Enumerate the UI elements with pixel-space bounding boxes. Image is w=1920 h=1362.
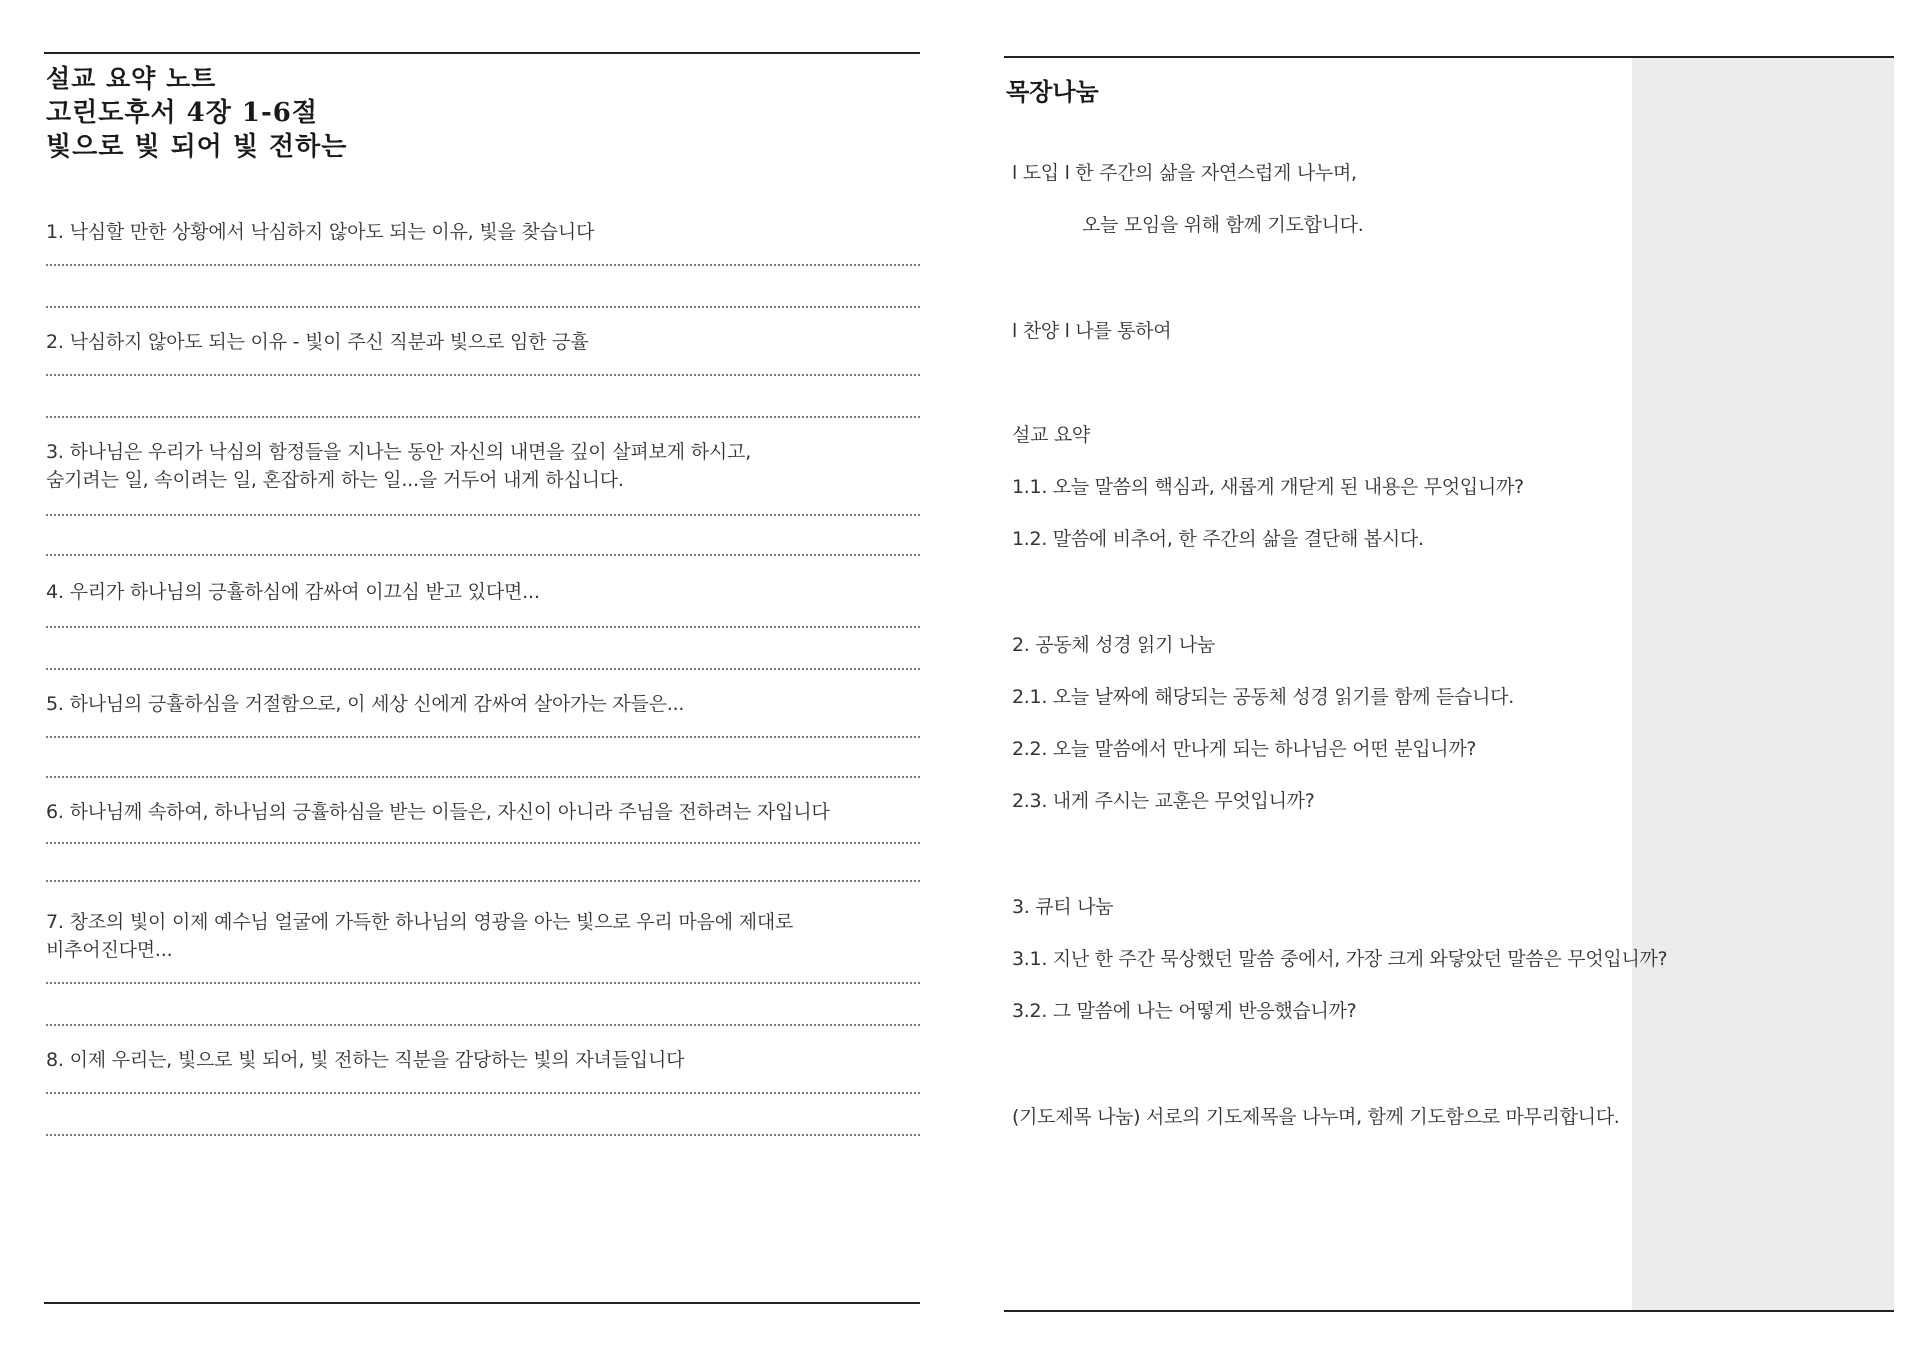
writing-line[interactable] <box>46 842 920 844</box>
intro-line: l 도입 l 한 주간의 삶을 자연스럽게 나누며, <box>1012 162 1357 184</box>
sermon-point-text: 7. 창조의 빛이 이제 예수님 얼굴에 가득한 하나님의 영광을 아는 빛으로 우리 마음에 제대로 비추어진다면... <box>46 911 794 961</box>
closing-prayer-line: (기도제목 나눔) 서로의 기도제목을 나누며, 함께 기도함으로 마무리합니다. <box>1012 1106 1620 1128</box>
writing-line[interactable] <box>46 554 920 556</box>
sermon-point-text: 8. 이제 우리는, 빛으로 빛 되어, 빛 전하는 직분을 감당하는 빛의 자녀들입니다 <box>46 1049 685 1071</box>
bottom-rule <box>1004 1310 1894 1312</box>
writing-line[interactable] <box>46 776 920 778</box>
sermon-point <box>46 432 920 572</box>
writing-line[interactable] <box>46 514 920 516</box>
note-title: 설교 요약 노트 <box>46 64 217 93</box>
writing-line[interactable] <box>46 1024 920 1026</box>
sermon-point-text: 1. 낙심할 만한 상황에서 낙심하지 않아도 되는 이유, 빛을 찾습니다 <box>46 221 595 243</box>
section-heading: 2. 공동체 성경 읽기 나눔 <box>1012 634 1215 656</box>
sermon-header <box>46 62 347 164</box>
small-group-sharing-page <box>1004 56 1894 1312</box>
writing-line[interactable] <box>46 1092 920 1094</box>
sermon-point-text: 3. 하나님은 우리가 낙심의 함정들을 지나는 동안 자신의 내면을 깊이 살펴보게 하시고, 숨기려는 일, 속이려는 일, 혼잡하게 하는 일...을 거두어 내게 하십니다. <box>46 441 752 491</box>
writing-line[interactable] <box>46 736 920 738</box>
writing-line[interactable] <box>46 306 920 308</box>
sermon-point-text: 2. 낙심하지 않아도 되는 이유 - 빛이 주신 직분과 빛으로 임한 긍휼 <box>46 331 589 353</box>
bottom-rule <box>44 1302 920 1304</box>
sermon-point <box>46 792 920 902</box>
sharing-title: 목장나눔 <box>1006 78 1099 106</box>
question-item: 2.2. 오늘 말씀에서 만나게 되는 하나님은 어떤 분입니까? <box>1012 738 1477 760</box>
sermon-point <box>46 1040 920 1150</box>
section-heading: 3. 큐티 나눔 <box>1012 896 1114 918</box>
writing-line[interactable] <box>46 416 920 418</box>
question-item: 2.1. 오늘 날짜에 해당되는 공동체 성경 읽기를 함께 듣습니다. <box>1012 686 1514 708</box>
sermon-point <box>46 572 920 684</box>
question-item: 1.1. 오늘 말씀의 핵심과, 새롭게 개닫게 된 내용은 무엇입니까? <box>1012 476 1524 498</box>
writing-line[interactable] <box>46 1134 920 1136</box>
sermon-point <box>46 322 920 432</box>
side-panel <box>1632 58 1894 1310</box>
question-item: 3.1. 지난 한 주간 묵상했던 말씀 중에서, 가장 크게 와닿았던 말씀은 무엇입니까? <box>1012 948 1668 970</box>
writing-line[interactable] <box>46 668 920 670</box>
top-rule <box>44 52 920 54</box>
question-item: 1.2. 말씀에 비추어, 한 주간의 삶을 결단해 봅시다. <box>1012 528 1424 550</box>
scripture-reference: 고린도후서 4장 1-6절 <box>46 98 318 128</box>
sermon-points <box>46 212 920 1150</box>
question-item: 3.2. 그 말씀에 나는 어떻게 반응했습니까? <box>1012 1000 1357 1022</box>
writing-line[interactable] <box>46 374 920 376</box>
sermon-point-text: 6. 하나님께 속하여, 하나님의 긍휼하심을 받는 이들은, 자신이 아니라 주님을 전하려는 자입니다 <box>46 801 830 823</box>
writing-line[interactable] <box>46 982 920 984</box>
section-heading: 설교 요약 <box>1012 424 1090 446</box>
sermon-point <box>46 212 920 322</box>
praise-line: l 찬양 l 나를 통하여 <box>1012 320 1172 342</box>
writing-line[interactable] <box>46 264 920 266</box>
sermon-point <box>46 902 920 1040</box>
sermon-title: 빛으로 빛 되어 빛 전하는 <box>46 132 348 162</box>
writing-line[interactable] <box>46 626 920 628</box>
intro-line-2: 오늘 모임을 위해 함께 기도합니다. <box>1082 214 1364 236</box>
question-item: 2.3. 내게 주시는 교훈은 무엇입니까? <box>1012 790 1315 812</box>
sermon-note-page <box>44 52 920 1304</box>
sermon-point-text: 4. 우리가 하나님의 긍휼하심에 감싸여 이끄심 받고 있다면... <box>46 581 540 603</box>
writing-line[interactable] <box>46 880 920 882</box>
sermon-point-text: 5. 하나님의 긍휼하심을 거절함으로, 이 세상 신에게 감싸여 살아가는 자들은... <box>46 693 685 715</box>
sermon-point <box>46 684 920 792</box>
